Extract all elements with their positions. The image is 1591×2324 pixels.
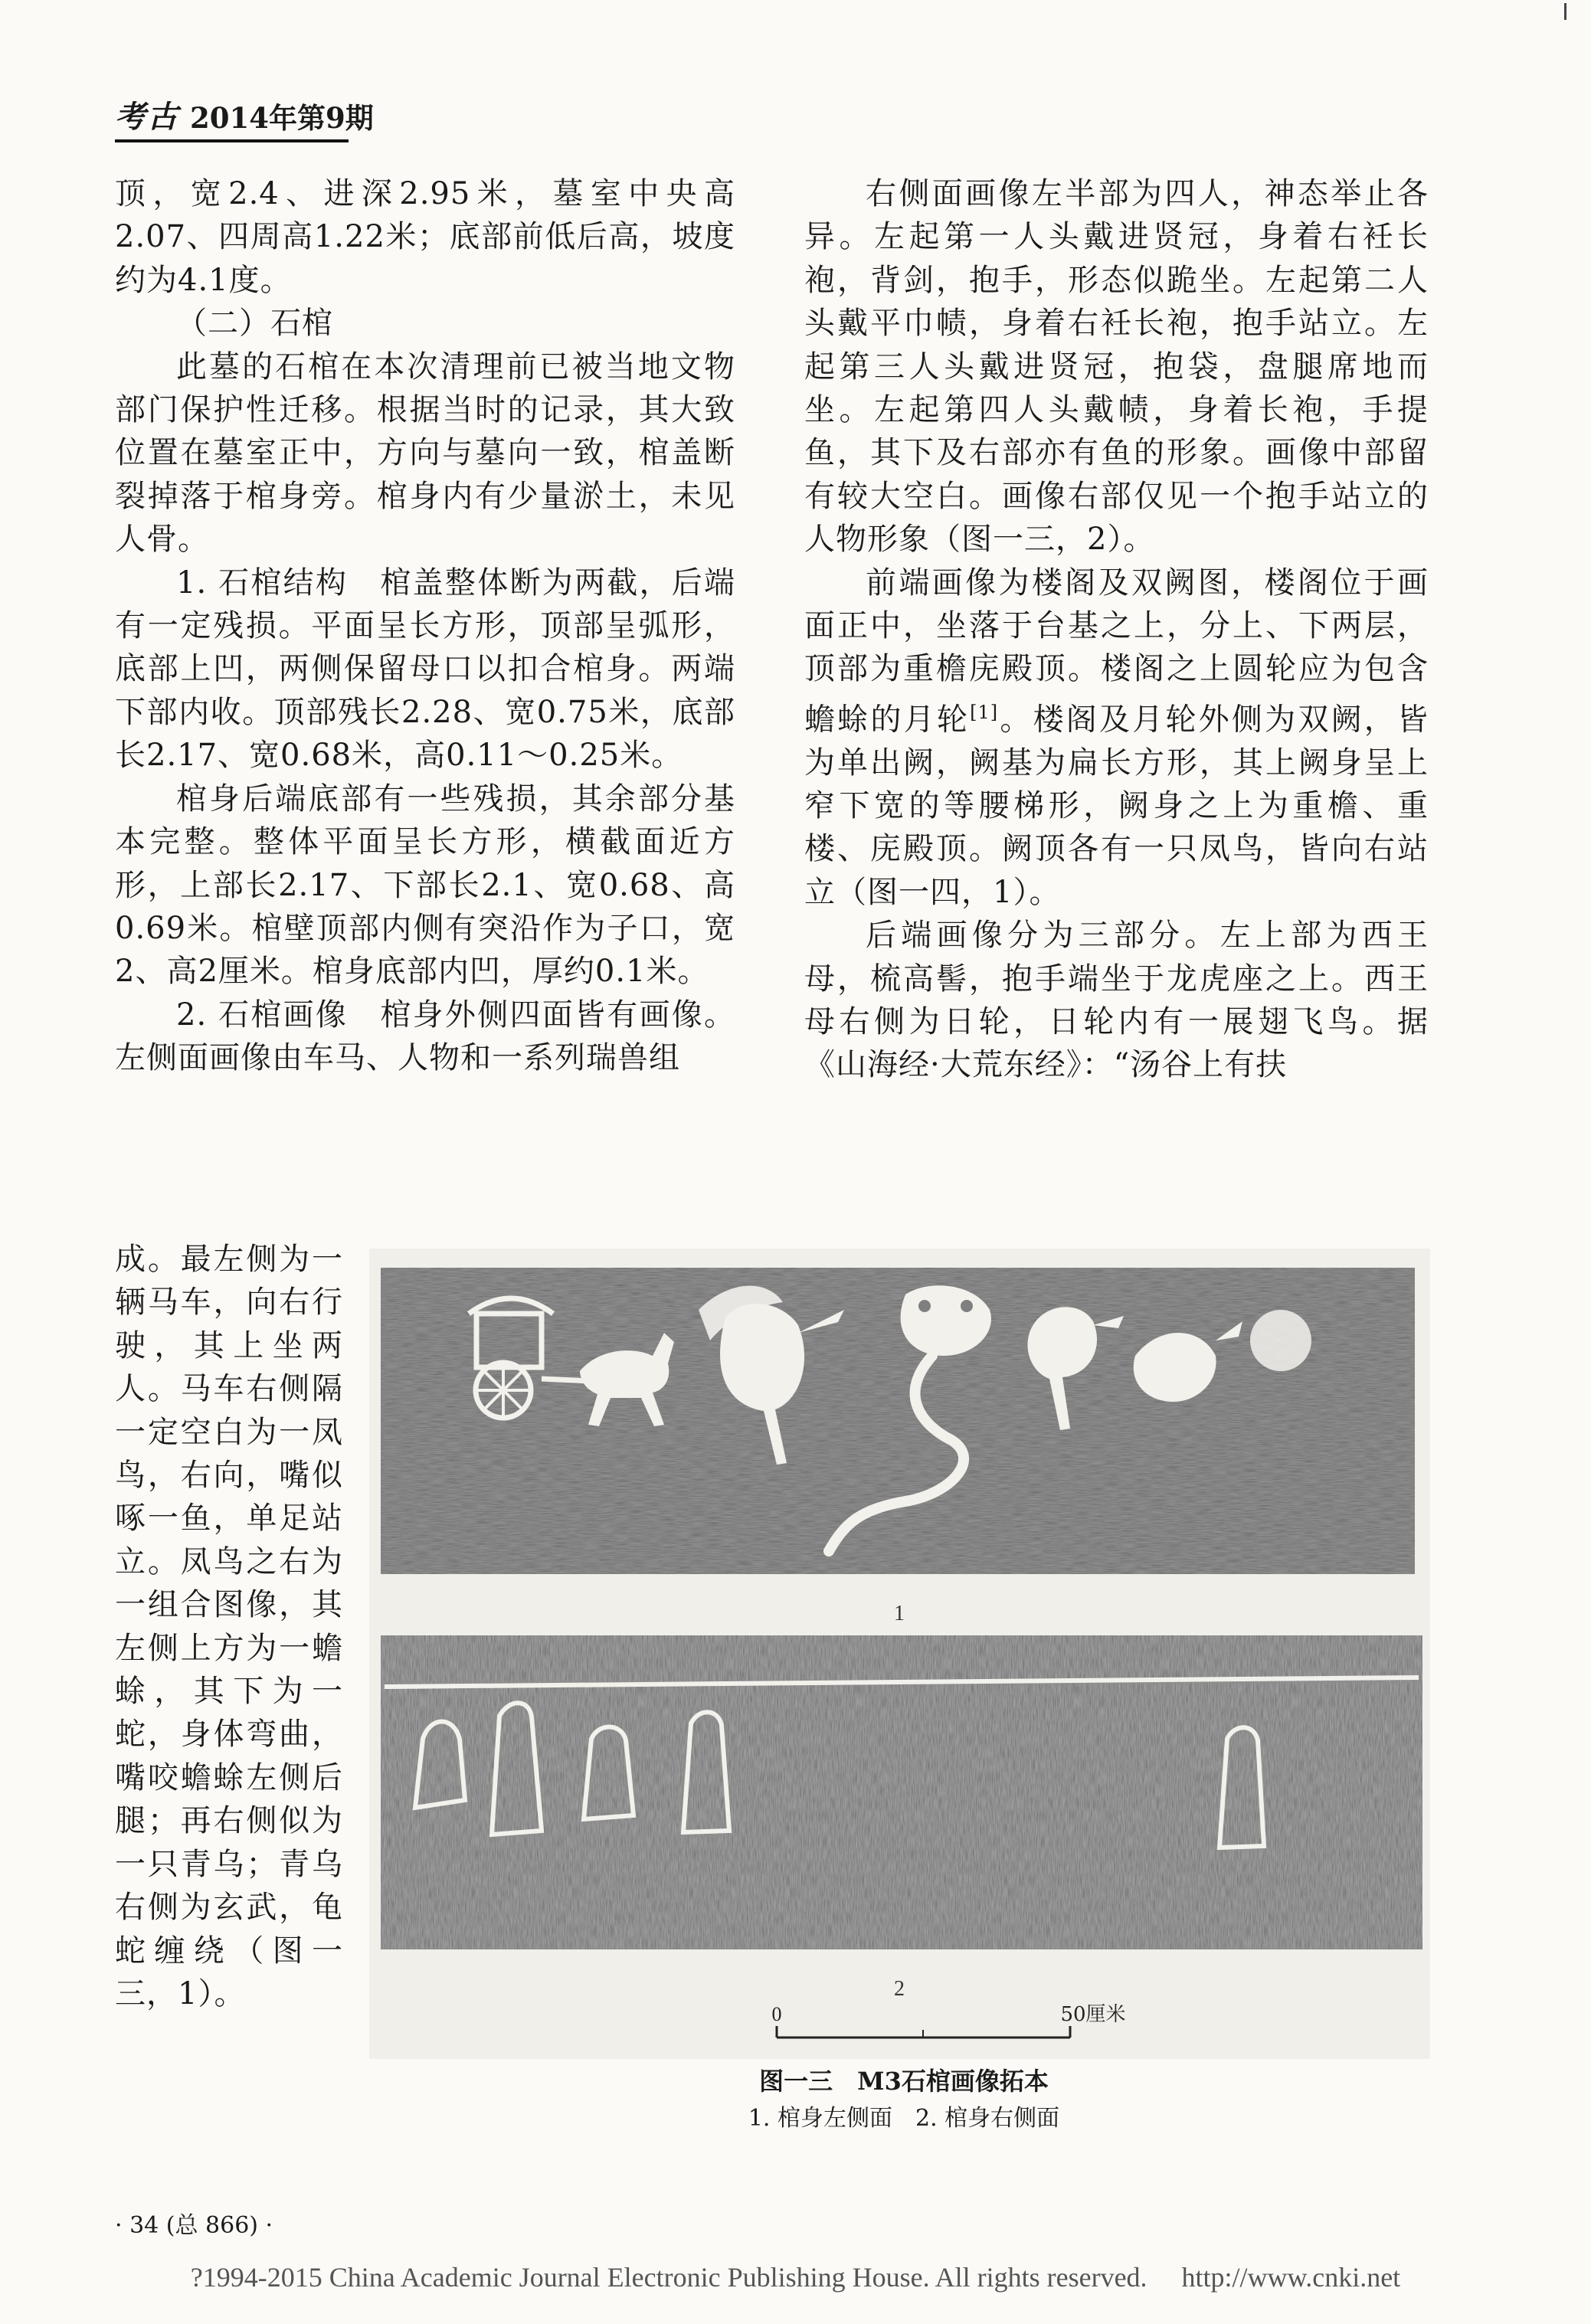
rubbing-panel-left-side — [381, 1268, 1415, 1574]
paragraph-text: 前端画像为楼阁及双阙图，楼阁位于画面正中，坐落于台基之上，分上、下两层，顶部为重檐庑殿顶。楼阁之上圆轮应为包含蟾蜍的月轮 — [804, 565, 1429, 738]
left-narrow-column — [115, 1238, 343, 2015]
journal-logo: 考古 — [115, 99, 179, 135]
figure-label-1: 1 — [894, 1602, 905, 1625]
section-heading: （二）石棺 — [176, 306, 333, 342]
scale-bar — [772, 2003, 1126, 2038]
paragraph: 棺身后端底部有一些残损，其余部分基本完整。整体平面呈长方形，横截面近方形，上部长2.17、下部长2.1、宽0.68、高0.69米。棺壁顶部内侧有突沿作为子口，宽2、高2厘米。棺身底部内凹，厚约0.1米。 — [115, 781, 735, 990]
paragraph: 1. 石棺结构 棺盖整体断为两截，后端有一定残损。平面呈长方形，顶部呈弧形，底部上凹，两侧保留母口以扣合棺身。两端下部内收。顶部残长2.28、宽0.75米，底部长2.17、宽0.68米，高0.11～0.25米。 — [115, 565, 735, 774]
rubbing-panel-right-side — [381, 1635, 1422, 1949]
scale-zero-label: 0 — [771, 2003, 782, 2025]
citation-ref: [1] — [970, 701, 999, 723]
page-number: · 34 (总 866) · — [115, 2212, 273, 2239]
right-column — [804, 172, 1429, 1087]
header-rule — [115, 139, 349, 142]
edge-mark — [1564, 3, 1566, 20]
moon-disc — [1250, 1310, 1311, 1371]
paragraph: 后端画像分为三部分。左上部为西王母，梳高髻，抱手端坐于龙虎座之上。西王母右侧为日轮，日轮内有一展翅飞鸟。据《山海经·大荒东经》：“汤谷上有扶 — [804, 918, 1429, 1083]
issue-label: 2014年第9期 — [190, 101, 374, 135]
figure-frame — [369, 1249, 1430, 2059]
paragraph — [804, 561, 1429, 915]
figure-title: 图一三 M3石棺画像拓本 — [759, 2067, 1049, 2096]
left-column — [115, 172, 735, 1080]
paragraph: 顶，宽2.4、进深2.95米，墓室中央高2.07、四周高1.22米；底部前低后高，坡度约为4.1度。 — [115, 176, 735, 298]
paragraph: 2. 石棺画像 棺身外侧四面皆有画像。左侧面画像由车马、人物和一系列瑞兽组 — [115, 997, 735, 1076]
rubbing-figure — [369, 1249, 1430, 2059]
paragraph: 右侧面画像左半部为四人，神态举止各异。左起第一人头戴进贤冠，身着右衽长袍，背剑，抱手，形态似跪坐。左起第二人头戴平巾帻，身着右衽长袍，抱手站立。左起第三人头戴进贤冠，抱袋，盘腿席地而坐。左起第四人头戴帻，身着长袍，手提鱼，其下及右部亦有鱼的形象。画像中部留有较大空白。画像右部仅见一个抱手站立的人物形象（图一三，2）。 — [804, 176, 1429, 558]
paragraph-text: 。楼阁及月轮外侧为双阙，皆为单出阙，阙基为扁长方形，其上阙身呈上窄下宽的等腰梯形，阙身之上为重檐、重楼、庑殿顶。阙顶各有一只凤鸟，皆向右站立（图一四，1）。 — [804, 702, 1429, 910]
copyright-footer: ?1994-2015 China Academic Journal Electronic Publishing House. All rights reserved. http://www.cnki.net — [190, 2262, 1401, 2293]
running-header — [115, 90, 374, 136]
paragraph: 成。最左侧为一辆马车，向右行驶，其上坐两人。马车右侧隔一定空白为一凤鸟，右向，嘴似啄一鱼，单足站立。凤鸟之右为一组合图像，其左侧上方为一蟾蜍，其下为一蛇，身体弯曲，嘴咬蟾蜍左侧后腿；再右侧似为一只青乌；青乌右侧为玄武，龟蛇缠绕（图一三，1）。 — [115, 1242, 343, 2011]
figure-subtitle: 1. 棺身左侧面 2. 棺身右侧面 — [748, 2105, 1060, 2132]
paragraph: 此墓的石棺在本次清理前已被当地文物部门保护性迁移。根据当时的记录，其大致位置在墓室正中，方向与墓向一致，棺盖断裂掉落于棺身旁。棺身内有少量淤土，未见人骨。 — [115, 349, 735, 558]
figure-label-2: 2 — [894, 1977, 905, 2001]
scale-fifty-label: 50厘米 — [1060, 2003, 1126, 2026]
